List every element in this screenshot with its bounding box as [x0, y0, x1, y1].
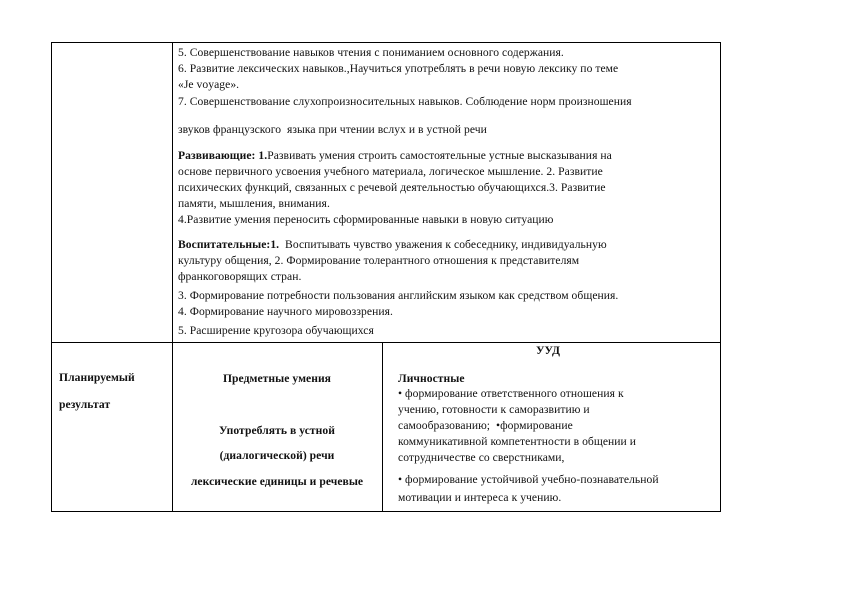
table-row-divider	[51, 342, 721, 343]
upper-line-6b: «Je voyage».	[178, 78, 240, 91]
subject-line-2: (диалогической) речи	[219, 449, 335, 462]
table-border-top	[51, 42, 721, 43]
uud-header: УУД	[536, 344, 560, 357]
table-border-left	[51, 42, 52, 512]
upper-line-6: 6. Развитие лексических навыков.,Научиться употреблять в речи новую лексику по теме	[178, 62, 619, 75]
upper-line-7: 7. Совершенствование слухопроизносительных навыков. Соблюдение норм произношения	[178, 95, 632, 108]
educational-line-1	[178, 237, 607, 253]
educational-line-6: 5. Расширение кругозора обучающихся	[178, 324, 374, 337]
personal-header: Личностные	[398, 372, 465, 385]
educational-line-5: 4. Формирование научного мировоззрения.	[178, 305, 393, 318]
personal-line-1: • формирование ответственного отношения к	[398, 387, 624, 400]
personal-line-7: мотивации и интереса к учению.	[398, 491, 562, 504]
developing-label: Развивающие: 1.	[178, 149, 268, 162]
developing-text-1: Развивать умения строить самостоятельные устные высказывания на	[267, 149, 612, 162]
upper-line-5: 5. Совершенствование навыков чтения с пониманием основного содержания.	[178, 46, 564, 59]
educational-line-3: франкоговорящих стран.	[178, 270, 302, 283]
developing-line-2: основе первичного усвоения учебного материала, логическое мышление. 2. Развитие	[178, 165, 603, 178]
personal-line-5: сотрудничестве со сверстниками,	[398, 451, 565, 464]
personal-line-6: • формирование устойчивой учебно-познавательной	[398, 473, 659, 486]
subject-line-3: лексические единицы и речевые	[190, 475, 364, 488]
educational-line-4: 3. Формирование потребности пользования английским языком как средством общения.	[178, 289, 619, 302]
subject-header: Предметные умения	[222, 372, 331, 385]
developing-line-4: памяти, мышления, внимания.	[178, 197, 330, 210]
table-border-bottom	[51, 511, 721, 512]
developing-line-3: психических функций, связанных с речевой деятельностью обучающихся.3. Развитие	[178, 181, 606, 194]
upper-line-7b: звуков французского языка при чтении вслух и в устной речи	[178, 123, 487, 136]
row-label-line-1: Планируемый	[59, 371, 135, 384]
educational-line-2: культуру общения, 2. Формирование толерантного отношения к представителям	[178, 254, 580, 267]
table-border-right	[720, 42, 721, 512]
table-col-divider-2	[382, 342, 383, 512]
developing-line-5: 4.Развитие умения переносить сформированные навыки в новую ситуацию	[178, 213, 554, 226]
personal-line-4: коммуникативной компетентности в общении и	[398, 435, 637, 448]
personal-line-2: учению, готовности к саморазвитию и	[398, 403, 590, 416]
subject-line-1: Употреблять в устной	[219, 424, 335, 437]
developing-line-1	[178, 148, 612, 164]
educational-text-1: Воспитывать чувство уважения к собеседнику, индивидуальную	[279, 238, 607, 251]
educational-label: Воспитательные:1.	[178, 238, 280, 251]
personal-line-3: самообразованию; •формирование	[398, 419, 573, 432]
row-label-line-2: результат	[59, 398, 111, 411]
table-col-divider-1	[172, 42, 173, 512]
